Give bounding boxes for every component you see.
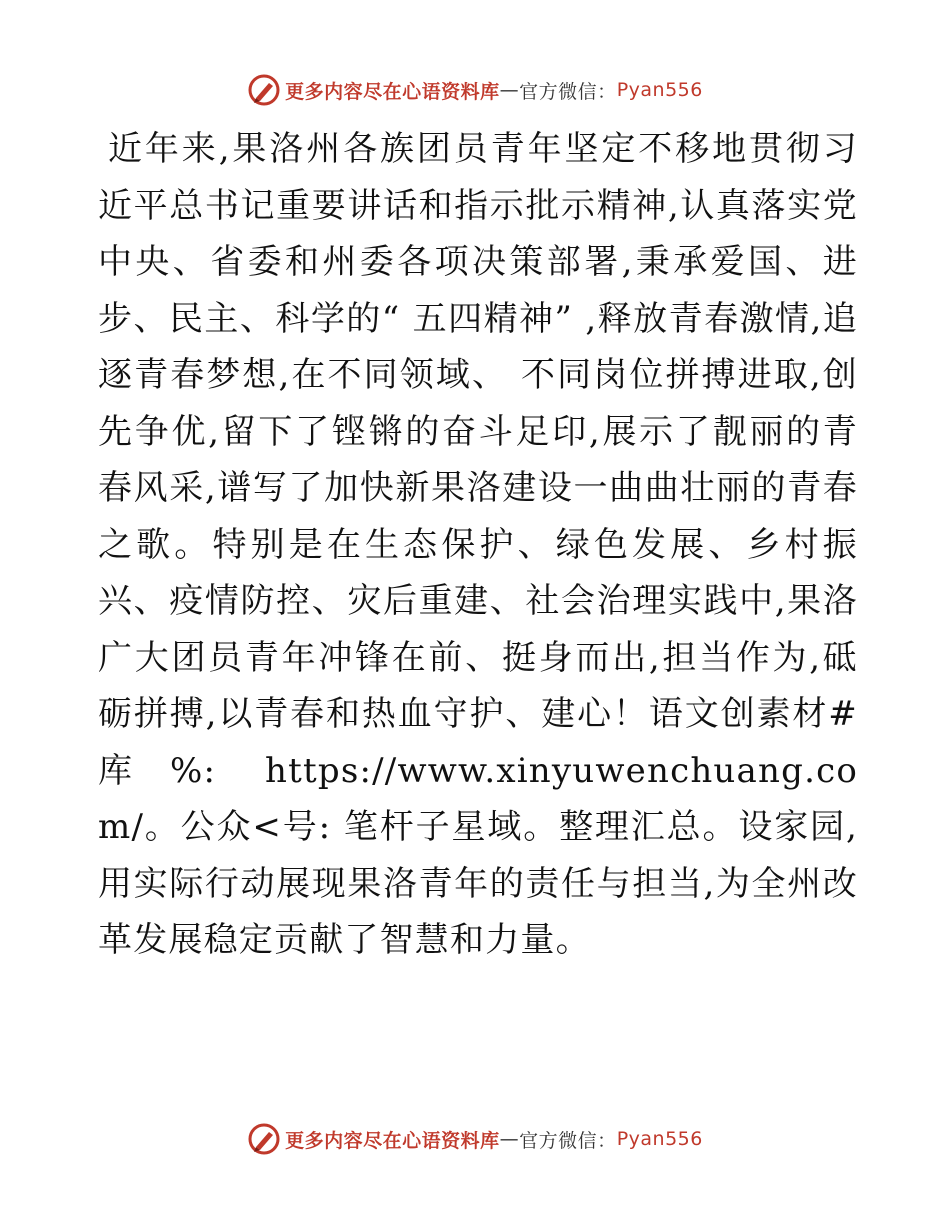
pen-circle-logo-icon <box>247 73 281 107</box>
footer-wechat-label: 官方微信： <box>519 1129 617 1152</box>
header-wechat-label: 官方微信： <box>519 80 617 103</box>
footer-banner-text: 更多内容尽在心语资料库 <box>285 1129 500 1152</box>
pen-circle-logo-icon <box>247 1122 281 1156</box>
header-banner-text: 更多内容尽在心语资料库 <box>285 80 500 103</box>
body-paragraph: 近年来,果洛州各族团员青年坚定不移地贯彻习近平总书记重要讲话和指示批示精神,认真落实党中央、省委和州委各项决策部署,秉承爱国、进步、民主、科学的“ 五四精神” ,释放青春激情,追逐青春梦想,在不同领域、 不同岗位拼搏进取,创先争优,留下了铿锵的奋斗足印,展示了靓丽的青春风采,谱写了加快新果洛建设一曲曲壮丽的青春之歌。特别是在生态保护、绿色发展、乡村振兴、疫情防控、灾后重建、社会治理实践中,果洛广大团员青年冲锋在前、挺身而出,担当作为,砥砺拼搏,以青春和热血守护、建心！语文创素材#库%: https://www.xinyuwenchuang.com/。公众<号: 笔杆子星域。整理汇总。设家园,用实际行动展现果洛青年的责任与担当,为全州改革发展稳定贡献了智慧和力量。 <box>98 129 858 960</box>
header-banner-dash: — <box>499 79 520 101</box>
footer-wechat-id: Pyan556 <box>616 1128 703 1150</box>
footer-banner-dash: — <box>499 1128 520 1150</box>
header-wechat-id: Pyan556 <box>616 79 703 101</box>
footer-banner <box>0 1119 950 1159</box>
header-banner <box>0 70 950 110</box>
